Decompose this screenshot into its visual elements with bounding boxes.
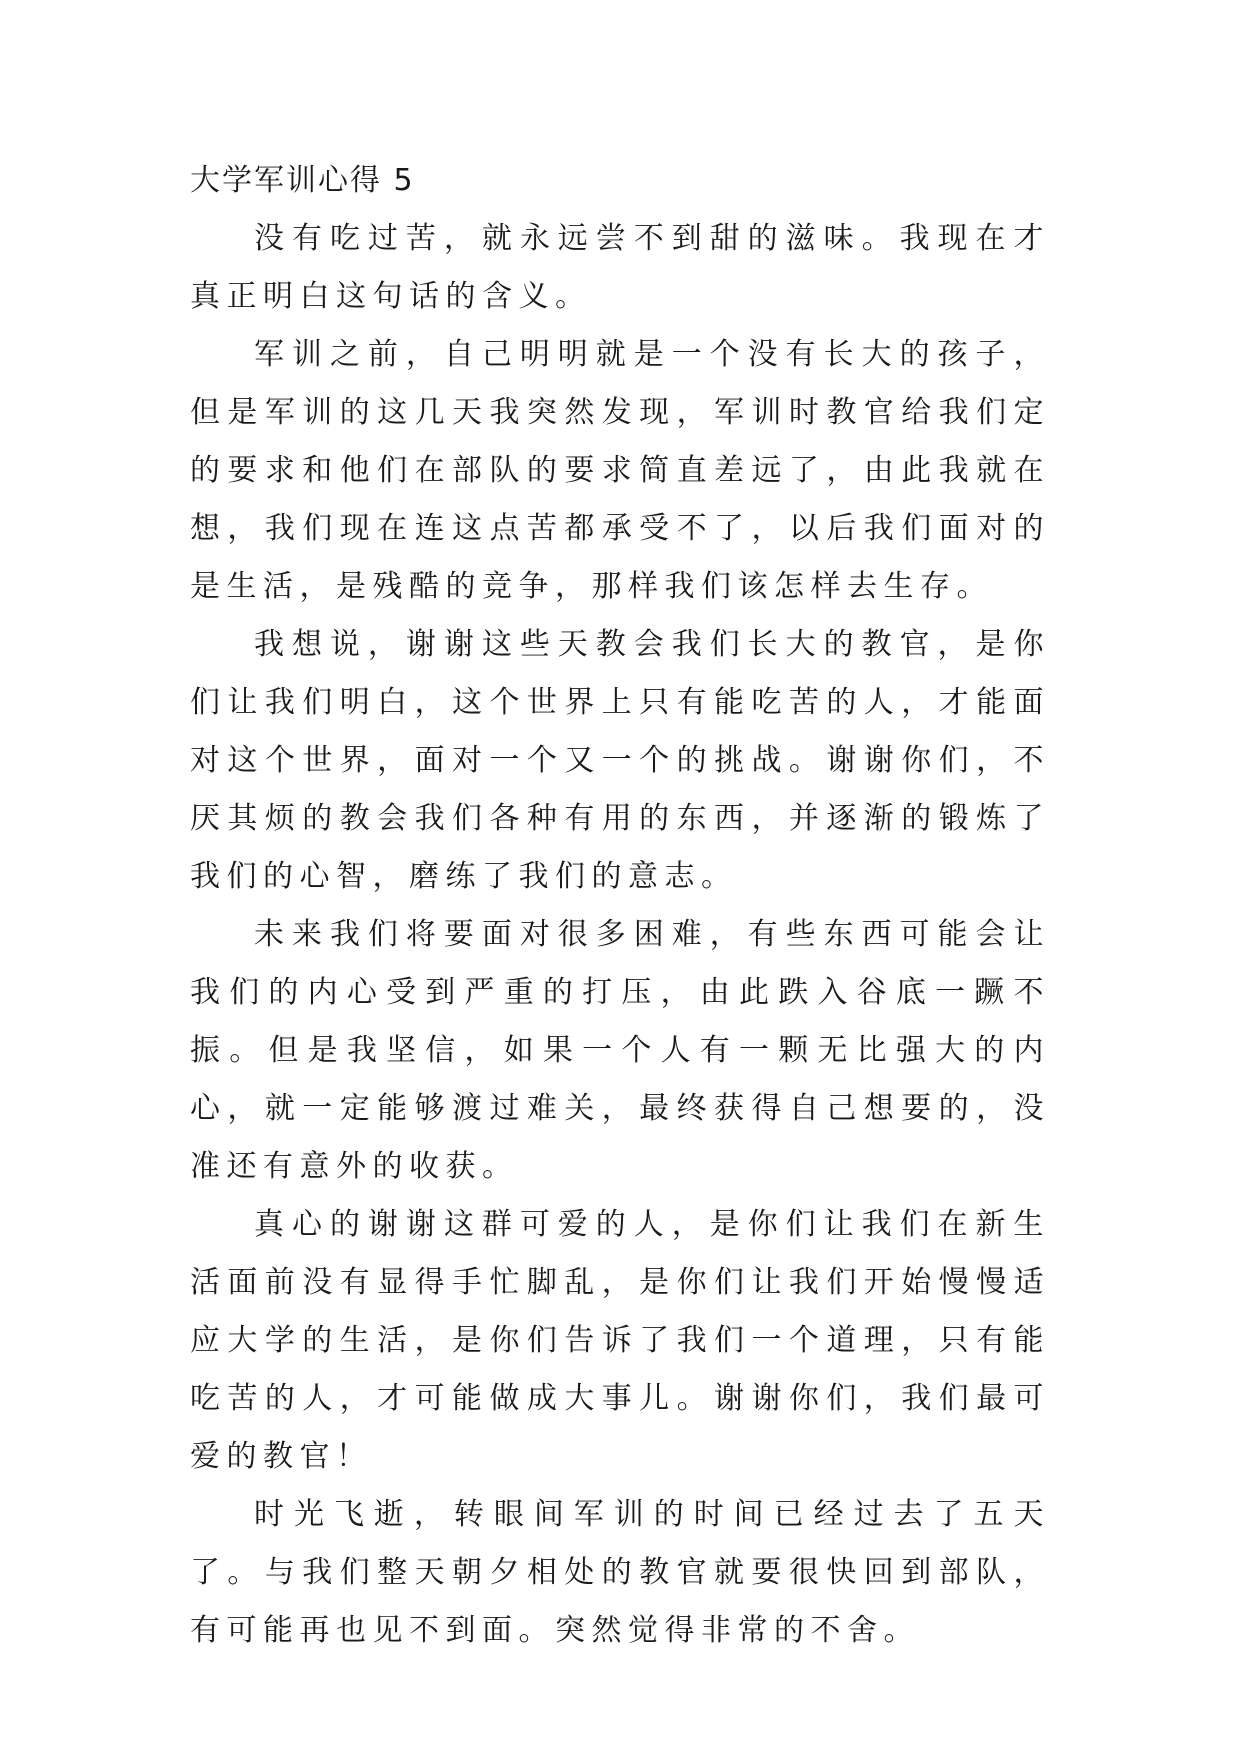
paragraph: 未来我们将要面对很多困难，有些东西可能会让我们的内心受到严重的打压，由此跌入谷底一蹶不振。但是我坚信，如果一个人有一颗无比强大的内心，就一定能够渡过难关，最终获得自己想要的，没准还有意外的收获。 (190, 917, 1050, 1184)
paragraph: 时光飞逝，转眼间军训的时间已经过去了五天了。与我们整天朝夕相处的教官就要很快回到部队，有可能再也见不到面。突然觉得非常的不舍。 (190, 1497, 1050, 1648)
document-title: 大学军训心得 5 (190, 163, 415, 198)
paragraph: 真心的谢谢这群可爱的人，是你们让我们在新生活面前没有显得手忙脚乱，是你们让我们开始慢慢适应大学的生活，是你们告诉了我们一个道理，只有能吃苦的人，才可能做成大事儿。谢谢你们，我们最可爱的教官！ (190, 1207, 1050, 1474)
document-body (190, 152, 1050, 1660)
paragraph: 军训之前，自己明明就是一个没有长大的孩子，但是军训的这几天我突然发现，军训时教官给我们定的要求和他们在部队的要求简直差远了，由此我就在想，我们现在连这点苦都承受不了，以后我们面对的是生活，是残酷的竞争，那样我们该怎样去生存。 (190, 337, 1050, 604)
paragraph: 没有吃过苦，就永远尝不到甜的滋味。我现在才真正明白这句话的含义。 (190, 221, 1050, 314)
paragraph: 我想说，谢谢这些天教会我们长大的教官，是你们让我们明白，这个世界上只有能吃苦的人，才能面对这个世界，面对一个又一个的挑战。谢谢你们，不厌其烦的教会我们各种有用的东西，并逐渐的锻炼了我们的心智，磨练了我们的意志。 (190, 627, 1050, 894)
